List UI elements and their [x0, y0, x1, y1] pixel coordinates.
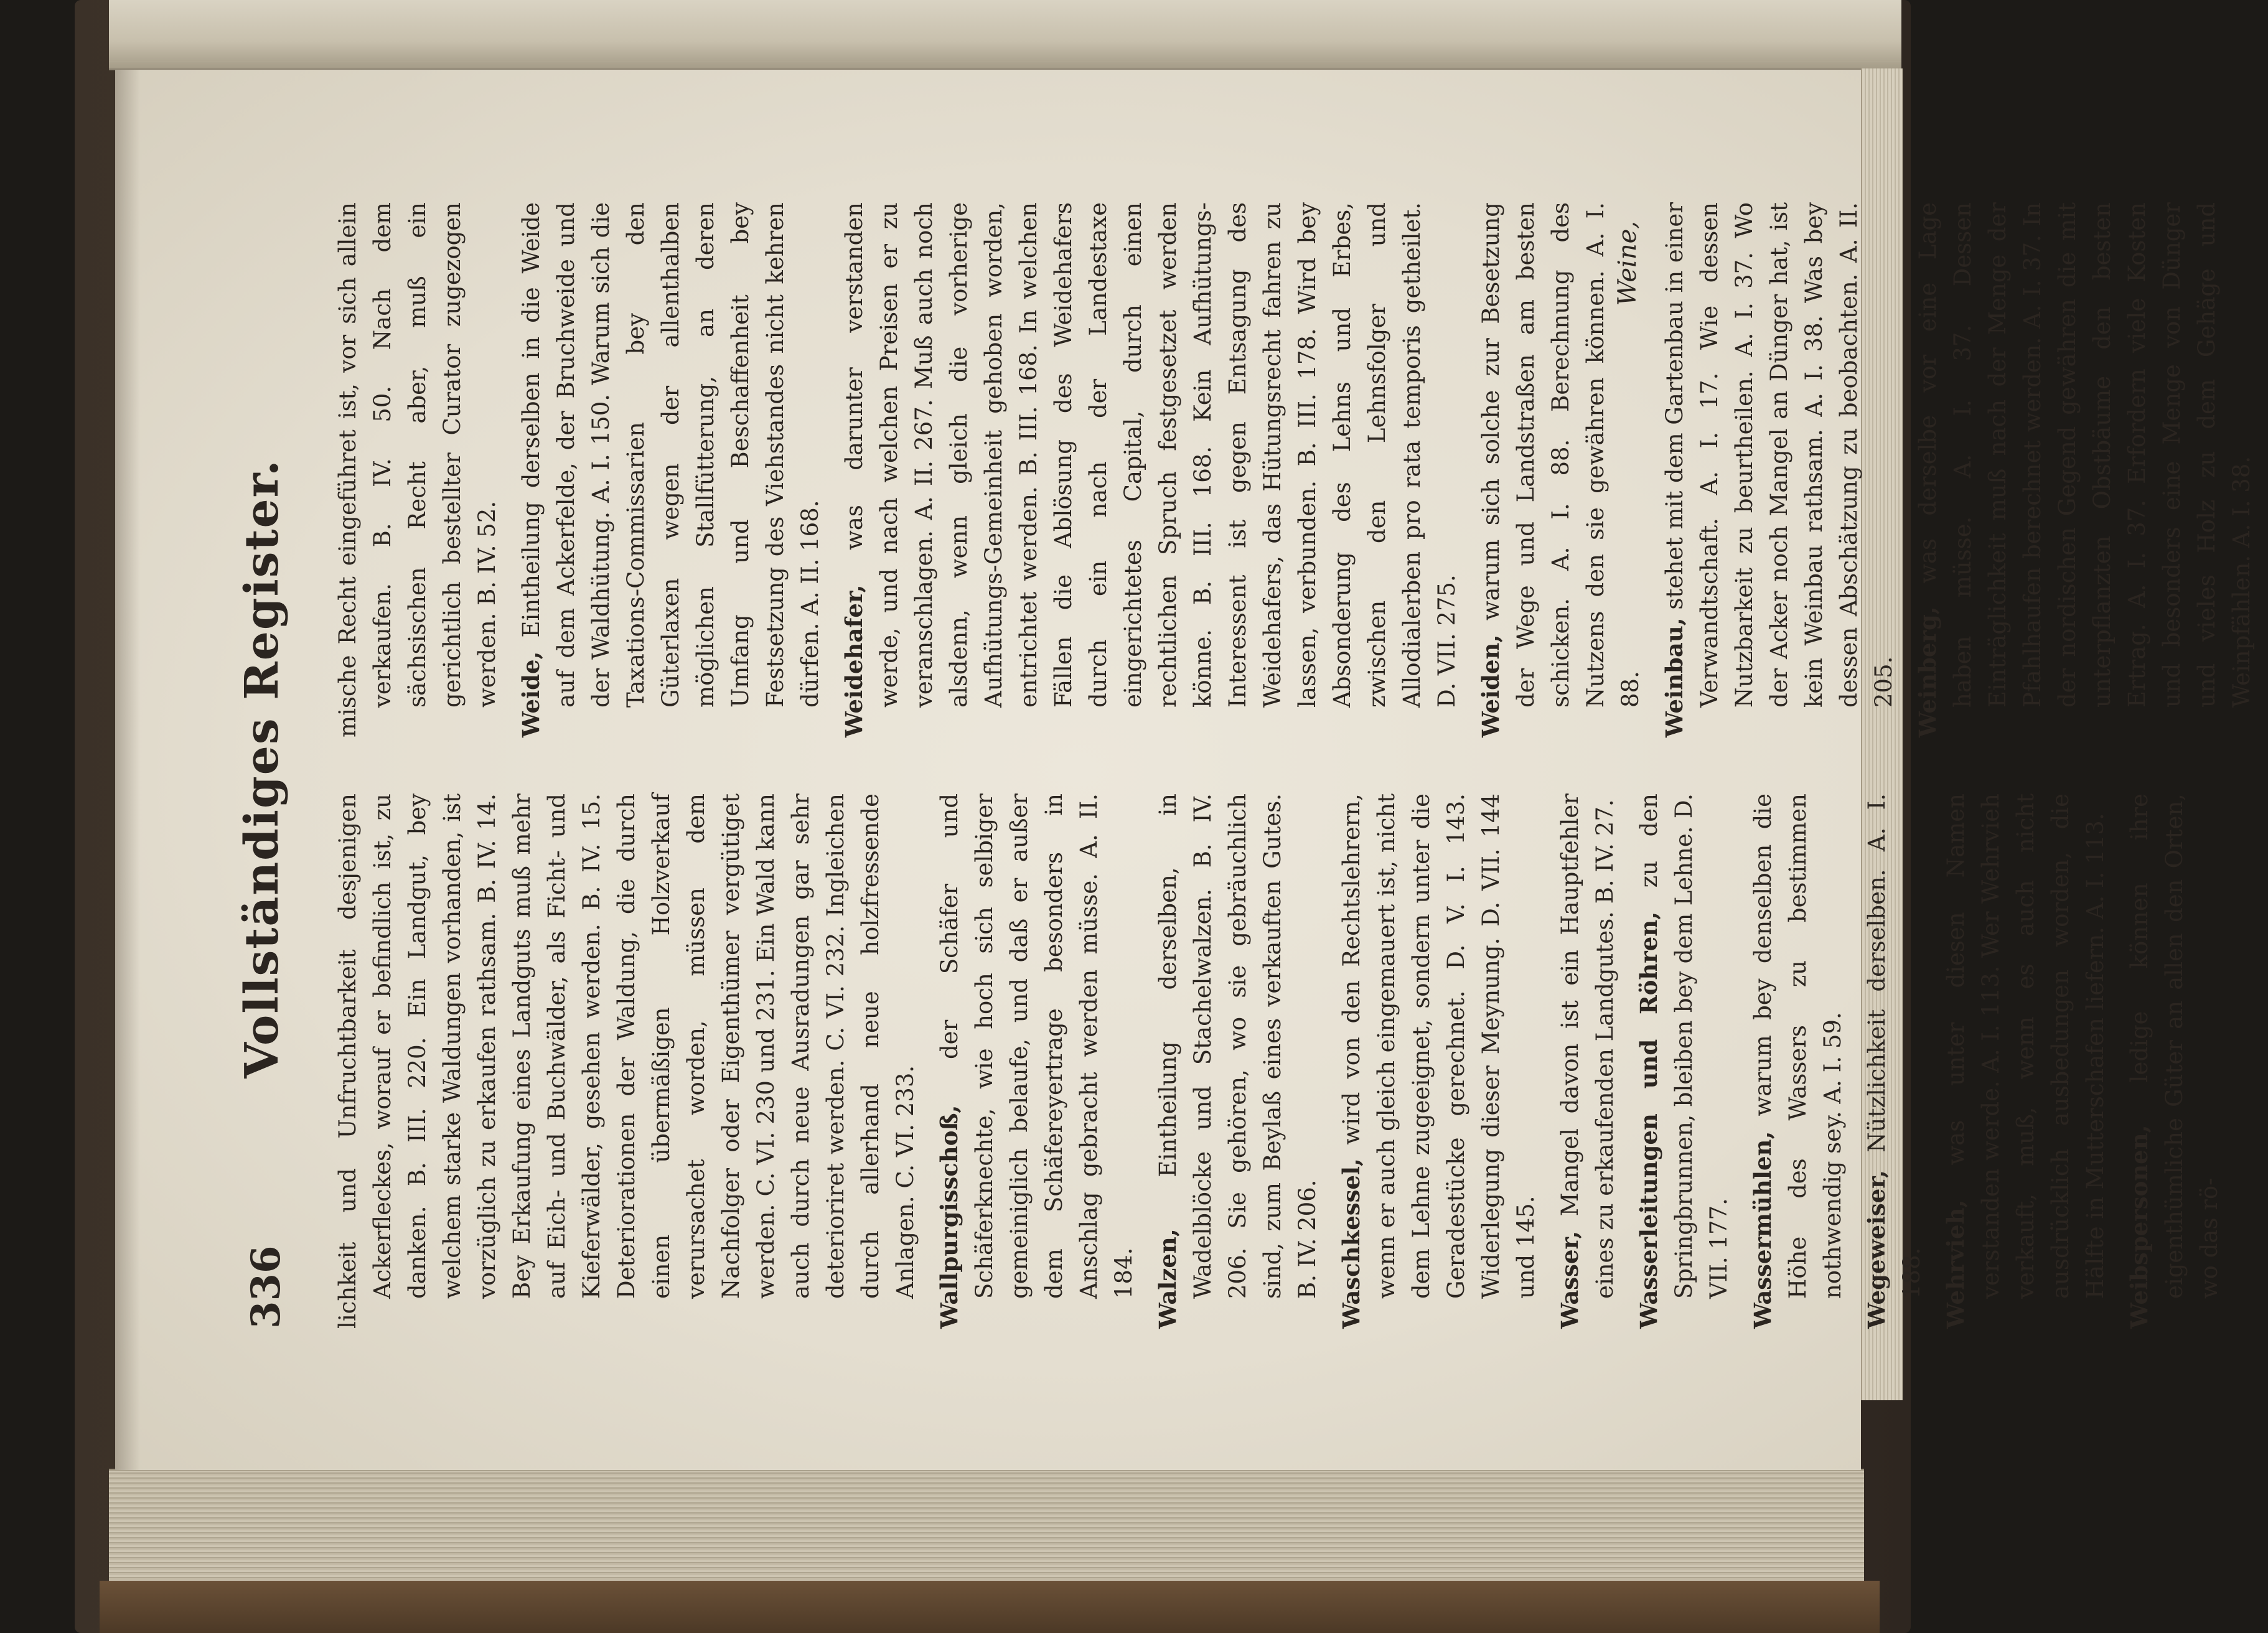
register-entry [330, 202, 505, 737]
right-column [330, 202, 2268, 737]
entry-heading: Wegeweiser, [1863, 1170, 1890, 1329]
register-entry [932, 793, 1141, 1329]
entry-heading: Wassermühlen, [1749, 1131, 1776, 1329]
register-entry [1631, 793, 1736, 1329]
entry-text: was derselbe vor eine Lage haben müsse. A. I. 37. Dessen Einträglichkeit muß nach der Menge der Pfahlhaufen berechnet werden. A. I. 37. In der nordischen Gegend gewähren die mit unterpflanzten Obstbäume den besten Ertrag. A. I. 37. Erfordern viele Kosten und besonders eine Menge von Dünger und vieles Holz zu dem Gehäge und Weinpfählen. A. I. 38. [1914, 202, 2255, 708]
entry-heading: Wasserleitungen und Röhren, [1635, 911, 1662, 1329]
entry-text: lichkeit und Unfruchtbarkeit desjenigen Ackerfleckes, worauf er befindlich ist, zu danken. B. III. 220. Ein Landgut, bey welchem starke Waldungen vorhanden, ist vorzüglich zu erkaufen rathsam. B. IV. 14. Bey Erkaufung eines Landguts muß mehr auf Eich- und Buchwälder, als Ficht- und Kieferwälder, gesehen werden. B. IV. 15. Deteriorationen der Waldung, die durch einen übermäßigen Holzverkauf verursachet worden, müssen dem Nachfolger oder Eigenthümer vergütiget werden. C. VI. 230 und 231. Ein Wald kann auch durch neue Ausradungen gar sehr deterioriret werden. C. VI. 232. Ingleichen durch allerhand neue holzfressende Anlagen. C. VI. 233. [334, 793, 919, 1329]
register-entry [1334, 793, 1544, 1329]
entry-text: zu den Springbrunnen, bleiben bey dem Lehne. D. VII. 177. [1636, 793, 1732, 1299]
entry-text: warum sich solche zur Besetzung der Wege und Landstraßen am besten schicken. A. I. 88. Berechnung des Nutzens den sie gewähren können. A. I. 88. [1478, 202, 1644, 708]
register-entry [1745, 793, 1850, 1329]
entry-text: Eintheilung derselben in die Weide auf dem Ackerfelde, der Bruchweide und der Waldhütung. A. I. 150. Warum sich die Taxations-Commissarien bey den Güterlaxen wegen der allenthalben möglichen Stallfütterung, an deren Umfang und Beschaffenheit bey Festsetzung des Viehstandes nicht kehren dürfen. A. II. 168. [518, 202, 823, 708]
page-number: 336 [243, 1245, 289, 1329]
register-entry [1552, 793, 1623, 1329]
entry-heading: Walzen, [1154, 1228, 1181, 1329]
facing-page-edge [109, 0, 1901, 70]
register-entry [1910, 202, 2259, 737]
register-entry [1859, 793, 1929, 1329]
catchword: Weine, [1613, 221, 1642, 306]
entry-heading: Wehrvieh, [1942, 1199, 1969, 1329]
entry-heading: Waschkessel, [1338, 1158, 1365, 1329]
register-entry [1938, 793, 2113, 1329]
entry-heading: Weide, [517, 651, 545, 737]
left-column [330, 793, 2236, 1329]
page-text-block [230, 202, 2255, 1329]
register-entry [1150, 793, 1325, 1329]
entry-text: stehet mit dem Gartenbau in einer Verwandtschaft. A. I. 17. Wie dessen Nutzbarkeit zu beurtheilen. A. I. 37. Wo der Acker noch Mangel an Dünger hat, ist kein Weinbau rathsam. A. I. 38. Was bey dessen Abschätzung zu beobachten. A. II. 205. [1661, 202, 1897, 708]
entry-heading: Weinberg, [1914, 606, 1941, 737]
entry-heading: Weibspersonen, [2125, 1125, 2153, 1329]
entry-text: Eintheilung derselben, in Wadelblöcke und Stachelwalzen. B. IV. 206. Sie gehören, wo sie gebräuchlich sind, zum Beylaß eines verkauften Gutes. B. IV. 206. [1155, 793, 1321, 1299]
register-entry [2122, 793, 2227, 1329]
entry-text: wird von den Rechtslehrern, wenn er auch gleich eingemauert ist, nicht dem Lehne zugeeignet, sondern unter die Geradestücke gerechnet. D. V. I. 143. Widerlegung dieser Meynung. D. VII. 144 und 145. [1338, 793, 1539, 1299]
entry-heading: Weinbau, [1661, 617, 1688, 737]
entry-text: Nützlichkeit derselben. A. I. 188. [1863, 793, 1925, 1299]
entry-text: ledige können ihre eigenthümliche Güter an allen den Orten, wo das rö- [2126, 793, 2223, 1299]
running-title: Vollständiges Register. [235, 459, 289, 1079]
entry-text: warum bey denselben die Höhe des Wassers zu bestimmen nothwendig sey. A. I. 59. [1750, 793, 1846, 1299]
register-entry [1657, 202, 1901, 737]
entry-text: mische Recht eingeführet ist, vor sich allein verkaufen. B. IV. 50. Nach dem sächsischen Recht aber, muß ein gerichtlich bestellter Curator zugezogen werden. B. IV. 52. [334, 202, 500, 737]
page-header [230, 208, 311, 1329]
entry-heading: Weiden, [1477, 634, 1504, 737]
register-entry [513, 202, 828, 737]
entry-text: was unter diesen Namen verstanden werde. A. I. 113. Wer Wehrvieh verkauft, muß, wenn es auch nicht ausdrücklich ausbedungen worden, die Hälfte in Mutterschafen liefern. A. I. 113. [1942, 793, 2109, 1299]
entry-text: Mangel davon ist ein Hauptfehler eines zu erkaufenden Landgutes. B. IV. 27. [1557, 793, 1618, 1299]
entry-heading: Wallpurgisschoß, [935, 1105, 963, 1329]
register-entry [836, 202, 1464, 737]
register-entry [330, 793, 923, 1329]
entry-heading: Wasser, [1556, 1230, 1583, 1329]
entry-text: der Schäfer und Schäferknechte, wie hoch sich selbiger gemeiniglich belaufe, und daß er außer dem Schäfereyertrage besonders in Anschlag gebracht werden müsse. A. II. 184. [936, 793, 1137, 1299]
entry-heading: Weidehafer, [840, 584, 868, 737]
book-cover-bottom [100, 1581, 1880, 1633]
entry-text: was darunter verstanden werde, und nach welchen Preisen er zu veranschlagen. A. II. 267. Muß auch noch alsdenn, wenn gleich die vorherige Aufhütungs-Gemeinheit gehoben worden, entrichtet werden. B. III. 168. In welchen Fällen die Ablösung des Weidehafers durch ein nach der Landestaxe eingerichtetes Capital, durch einen rechtlichen Spruch festgesetzet werden könne. B. III. 168. Kein Aufhütungs-Interessent ist gegen Entsagung des Weidehafers, das Hütungsrecht fahren zu lassen, verbunden. B. III. 178. Wird bey Absonderung des Lehns und Erbes, zwischen den Lehnsfolger und Allodialerben pro rata temporis getheilet. D. VII. 275. [841, 202, 1460, 708]
